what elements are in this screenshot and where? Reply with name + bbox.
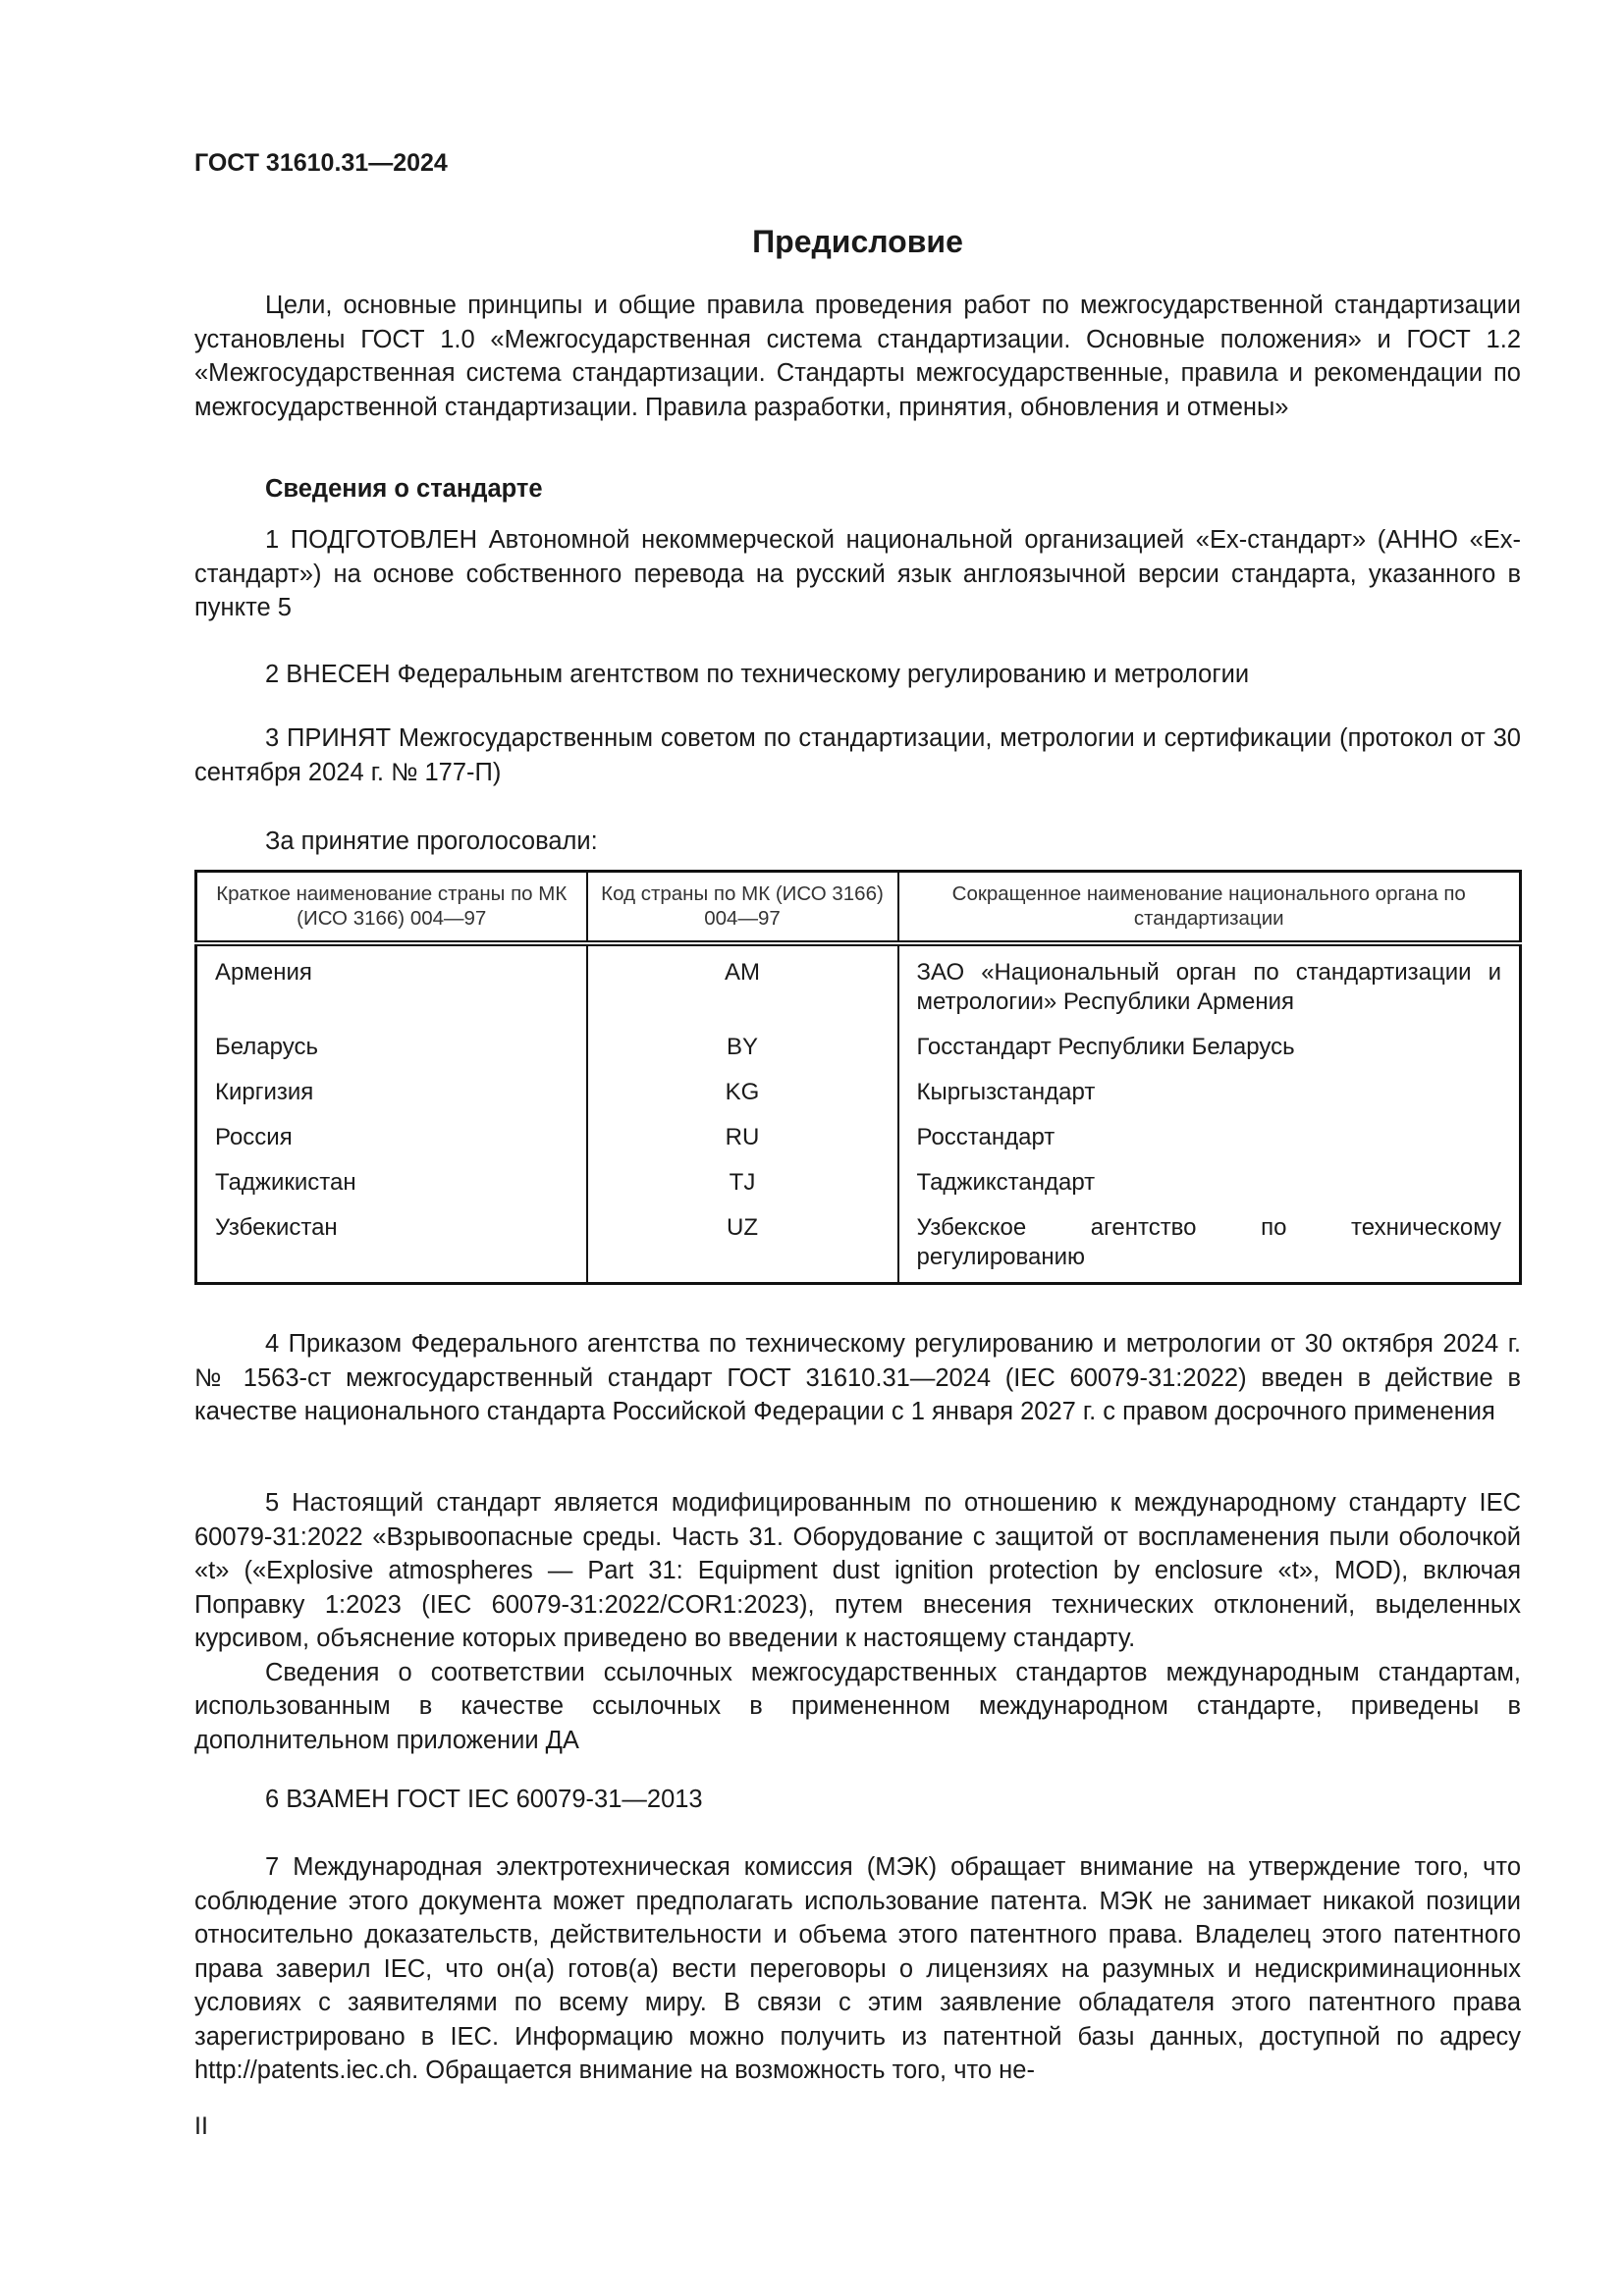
item-7: 7 Международная электротехническая комиссия (МЭК) обращает внимание на утверждение того, что соблюдение этого документа может предполагать использование патента. МЭК не занимает никакой позиции относительно доказательств, действительности и объема этого патентного права. Владелец этого патентного права заверил IEC, что он(а) готов(а) вести переговоры о лицензиях на разумных и недискриминационных условиях с заявителями по всему миру. В связи с этим заявление обладателя этого патентного права зарегистрировано в IEC. Информацию можно получить из патентной базы данных, доступной по адресу http://patents.iec.ch. Обращается внимание на возможность того, что не- (194, 1853, 1521, 2084)
table-header-row (196, 872, 1521, 944)
body-cell: ЗАО «Национальный орган по стандартизации и метрологии» Республики Армения (916, 959, 1501, 1015)
table-row (196, 943, 1521, 1027)
document-id-header: ГОСТ 31610.31—2024 (194, 149, 448, 177)
code-cell: UZ (587, 1207, 898, 1284)
intro-paragraph: Цели, основные принципы и общие правила проведения работ по межгосударственной стандартизации установлены ГОСТ 1.0 «Межгосударственная система стандартизации. Основные положения» и ГОСТ 1.2 «Межгосударственная система стандартизации. Стандарты межгосударственные, правила и рекомендации по межгосударственной стандартизации. Правила разработки, принятия, обновления и отмены» (194, 292, 1521, 421)
body-cell: Узбекское агентство по техническому регулированию (916, 1214, 1501, 1270)
code-cell: KG (587, 1072, 898, 1117)
code-cell: RU (587, 1117, 898, 1162)
page-title: Предисловие (752, 224, 963, 259)
table-row (196, 1162, 1521, 1207)
item-3: 3 ПРИНЯТ Межгосударственным советом по стандартизации, метрологии и сертификации (протокол от 30 сентября 2024 г. № 177-П) (194, 724, 1521, 786)
table-row (196, 1027, 1521, 1072)
column-header-code: Код страны по МК (ИСО 3166) 004—97 (587, 872, 898, 944)
country-cell: Россия (196, 1117, 587, 1162)
voted-label: За принятие проголосовали: (265, 828, 598, 855)
section-heading: Сведения о стандарте (265, 475, 543, 503)
body-cell: Росстандарт (916, 1124, 1056, 1150)
country-cell: Беларусь (196, 1027, 587, 1072)
table-row (196, 1117, 1521, 1162)
item-5-references: Сведения о соответствии ссылочных межгосударственных стандартов международным стандартам, использованным в качестве ссылочных в примененном международном стандарте, приведены в дополнительном приложении ДА (194, 1658, 1521, 1754)
country-cell: Узбекистан (196, 1207, 587, 1284)
voting-table (194, 870, 1522, 1285)
item-2: 2 ВНЕСЕН Федеральным агентством по техническому регулированию и метрологии (265, 661, 1250, 688)
code-cell: AM (587, 943, 898, 1027)
code-cell: BY (587, 1027, 898, 1072)
item-5: 5 Настоящий стандарт является модифицированным по отношению к международному стандарту IEC 60079-31:2022 «Взрывоопасные среды. Часть 31. Оборудование с защитой от воспламенения пыли оболочкой «t» («Explosive atmospheres — Part 31: Equipment dust ignition protection by enclosure «t», MOD), включая Поправку 1:2023 (IEC 60079-31:2022/COR1:2023), путем внесения технических отклонений, выделенных курсивом, объяснение которых приведено во введении к настоящему стандарту. (194, 1489, 1521, 1652)
page-number: II (194, 2112, 208, 2140)
item-6: 6 ВЗАМЕН ГОСТ IEC 60079-31—2013 (265, 1786, 703, 1813)
item-5-block (194, 1486, 1521, 1757)
body-cell: Таджикстандарт (916, 1169, 1096, 1196)
body-cell: Кыргызстандарт (916, 1079, 1096, 1105)
item-4: 4 Приказом Федерального агентства по техническому регулированию и метрологии от 30 октября 2024 г. № 1563-ст межгосударственный стандарт ГОСТ 31610.31—2024 (IEC 60079-31:2022) введен в действие в качестве национального стандарта Российской Федерации с 1 января 2027 г. с правом досрочного применения (194, 1330, 1521, 1425)
column-header-body: Сокращенное наименование национального органа по стандартизации (898, 872, 1521, 944)
table-row (196, 1207, 1521, 1284)
item-1: 1 ПОДГОТОВЛЕН Автономной некоммерческой национальной организацией «Ех-стандарт» (АННО «Ех-стандарт») на основе собственного перевода на русский язык англоязычной версии стандарта, указанного в пункте 5 (194, 526, 1521, 621)
body-cell: Госстандарт Республики Беларусь (916, 1034, 1295, 1060)
country-cell: Таджикистан (196, 1162, 587, 1207)
country-cell: Армения (196, 943, 587, 1027)
table-row (196, 1072, 1521, 1117)
country-cell: Киргизия (196, 1072, 587, 1117)
code-cell: TJ (587, 1162, 898, 1207)
column-header-country: Краткое наименование страны по МК (ИСО 3166) 004—97 (196, 872, 587, 944)
